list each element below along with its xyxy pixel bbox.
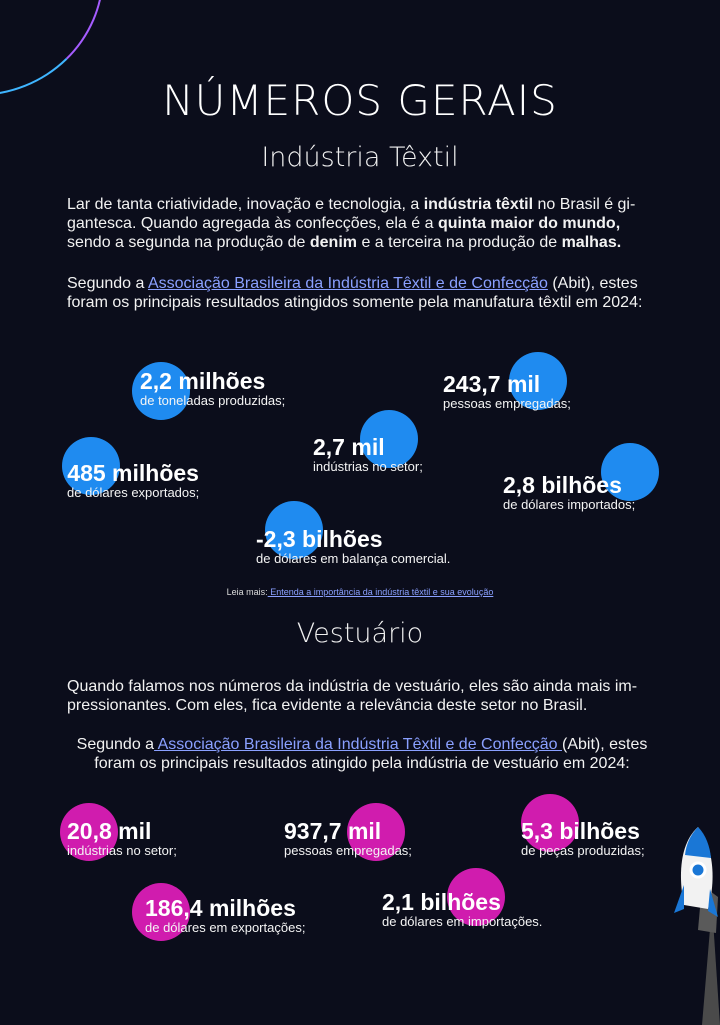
stat-vestuario-industrias: 20,8 mil indústrias no setor; (67, 818, 177, 858)
stat-textil-industrias: 2,7 mil indústrias no setor; (313, 434, 423, 474)
stat-textil-exportados: 485 milhões de dólares exportados; (67, 460, 200, 500)
page-title: NÚMEROS GERAIS (162, 76, 558, 125)
textil-source: Segundo a Associação Brasileira da Indústria Têxtil e de Confecção (Abit), estes foram os principais resultados atingidos somente pela manufatura têxtil em 2024: (67, 275, 643, 311)
stat-textil-empregados: 243,7 mil pessoas empregadas; (443, 371, 571, 411)
stat-textil-toneladas: 2,2 milhões de toneladas produzidas; (140, 368, 286, 408)
abit-link[interactable]: Associação Brasileira da Indústria Têxtil e de Confecção (147, 275, 548, 292)
stat-vestuario-importacoes: 2,1 bilhões de dólares em importações. (382, 889, 543, 929)
textil-intro: Lar de tanta criatividade, inovação e tecnologia, a indústria têxtil no Brasil é gi-gantesca. Quando agregada às confecções, ela é a quinta maior do mundo, sendo a segunda na produção de denim e a terceira na produção de malhas. (67, 196, 636, 251)
vestuario-source: Segundo a Associação Brasileira da Indústria Têxtil e de Confecção (Abit), estes foram os principais resultados atingido pela indústria de vestuário em 2024: (76, 736, 648, 772)
vestuario-intro: Quando falamos nos números da indústria de vestuário, eles são ainda mais im-pressionantes. Com eles, fica evidente a relevância deste setor no Brasil. (67, 678, 638, 714)
stat-vestuario-pecas: 5,3 bilhões de peças produzidas; (521, 818, 645, 858)
rocket-icon (672, 825, 720, 1025)
abit-link[interactable]: Associação Brasileira da Indústria Têxtil e de Confecção (154, 736, 562, 753)
read-more: Leia mais: Entenda a importância da indústria têxtil e sua evolução (226, 587, 494, 597)
section-title-textil: Indústria Têxtil (261, 142, 459, 173)
stat-textil-importados: 2,8 bilhões de dólares importados; (503, 472, 636, 512)
stat-vestuario-exportacoes: 186,4 milhões de dólares em exportações; (145, 895, 306, 935)
read-more-link[interactable]: Entenda a importância da indústria têxtil e sua evolução (267, 587, 494, 597)
stat-vestuario-empregados: 937,7 mil pessoas empregadas; (284, 818, 412, 858)
section-title-vestuario: Vestuário (296, 618, 424, 649)
stat-textil-balanca: -2,3 bilhões de dólares em balança comercial. (256, 526, 451, 566)
